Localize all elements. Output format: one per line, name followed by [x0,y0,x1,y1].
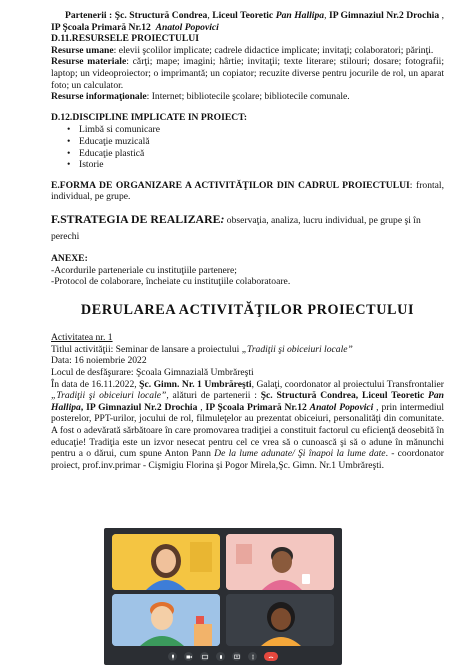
microphone-icon[interactable] [168,652,177,661]
activity-body-run: „Tradiţii şi obiceiuri locale” [51,390,167,402]
human-text: : elevii şcolilor implicate; cadrele didactice implicate; invitaţi; colaboratori; părinţi. [113,44,434,56]
activity-body-run: , Galaţi, coordonator al proiectului Transfrontalier [251,378,445,390]
activity-body-run: Şc. Structură Condrea, Liceul Teoretic [260,390,428,402]
activity-location: Locul de desfăşurare: Şcoala Gimnazială Umbrăreşti [51,367,254,379]
partners-label: Partenerii : [65,10,115,21]
activity-number: Activitatea nr. 1 [51,332,113,344]
info-resources [51,91,444,103]
organization-text: : frontal, individual, pe grupe. [51,179,444,203]
activity-body-run: De la lume adunate/ Şi înapoi la lume date [214,448,386,460]
participant-man-avatar [226,534,334,590]
annexes-heading: ANEXE: [51,252,88,264]
separator: , [324,10,329,21]
activity-body-run: Şc. Gimn. Nr. 1 Umbrăreşti [139,378,252,390]
activity-title-name: „Tradiţii şi obiceiuri locale” [241,343,353,355]
partner-2-name: Pan Hallipa [275,10,325,21]
participant-woman-avatar [112,534,220,590]
activity-body-run: În data de 16.11.2022, [51,378,140,390]
participant-boy-avatar [112,594,220,646]
end-call-icon[interactable] [264,652,278,661]
resources-heading: D.11.RESURSELE PROIECTULUI [51,33,199,45]
activity-body-run: IP Şcoala Primară Nr.12 [205,401,310,413]
strategy-heading: F.STRATEGIA DE REALIZARE [51,211,221,226]
annex-item: -Protocol de colaborare, încheiate cu instituţiile colaboratoare. [51,276,291,288]
organization-paragraph [51,180,444,203]
activity-body [51,379,444,472]
present-icon[interactable] [232,652,241,661]
annex-item: -Acordurile parteneriale cu instituţiile partenere; [51,264,237,276]
partner-4-name: Anatol Popovici [155,21,219,33]
activity-body-run: , [197,401,206,413]
partners-paragraph [51,10,444,33]
call-toolbar [104,648,342,665]
material-text: : cărţi; mape; imagini; hârtie; invitaţii; texte literare; stilouri; dosare; fotografii; laptop; un videoproiector; o imprimantă; un copiator; recuzite diverse pentru jocurile de rol, un aparat foto; un calculator. [51,56,444,91]
participant-woman-2-avatar [226,594,334,646]
strategy-colon: : [220,211,225,226]
captions-icon[interactable] [200,652,209,661]
disciplines-list [51,124,444,170]
activity-body-run: , IP Gimnaziul Nr.2 Drochia [80,401,198,413]
human-resources [51,45,444,57]
separator: , [439,10,445,21]
list-item: • Educaţie plastică [67,148,444,160]
material-label: Resurse materiale [51,56,127,68]
participant-tile [226,534,334,590]
hand-icon[interactable] [216,652,225,661]
separator: , [207,10,213,21]
more-icon[interactable] [248,652,257,661]
human-label: Resurse umane [51,44,114,56]
list-item: • Educaţie muzicală [67,136,444,148]
list-item: • Istorie [67,159,444,171]
activity-body-run: Pan Hallipa [51,390,444,413]
section-title: DERULAREA ACTIVITĂŢILOR PROIECTULUI [80,301,415,318]
partner-1: Şc. Structură Condrea [114,10,208,21]
material-resources [51,56,444,91]
partner-4: IP Şcoala Primară Nr.12 [51,21,151,33]
activity-title-prefix: Titlul activităţii: Seminar de lansare a proiectului [51,343,242,355]
info-label: Resurse informaţionale [51,91,147,103]
activity-body-run: . - coordonator proiect, prof.inv.primar - Cişmigiu Florina şi Pogor Mirela,Şc. Gimn. Nr.1 Umbrăreşti. [51,448,445,471]
video-call-illustration [104,528,342,665]
disciplines-heading: D.12.DISCIPLINE IMPLICATE IN PROIECT: [51,111,248,123]
participant-tile [112,534,220,590]
organization-heading: E.FORMA DE ORGANIZARE A ACTIVITĂŢILOR DIN CADRUL PROIECTULUI [51,179,410,191]
partner-2: Liceul Teoretic [212,10,276,21]
activity-body-run: Anatol Popovici [309,401,374,413]
strategy-text: observaţia, analiza, lucru individual, pe grupe şi în perechi [51,214,421,242]
partner-3: IP Gimnaziul Nr.2 Drochia [328,10,440,21]
participant-tile [226,594,334,646]
activity-body-run: , prin intermediul posterelor, PPT-urilor, jocului de rol, filmuleţelor au prezentat obiceiuri, personalităţi din comunitate. A fost o adevărată sărbătoare în care promovarea tradiţiei a constituit factorul cu eficienţă deosebită în educaţie! Tradiţia este un izvor nesecat pentru cel ce vrea să o cunoască şi să o adune în mănunchi pentru a o dărui, cum spune Anton Pann [51,401,445,460]
activity-date: Data: 16 noiembrie 2022 [51,355,147,367]
activity-title [51,344,444,356]
activity-body-run: , alături de partenerii : [166,390,261,402]
list-item: • Limbă si comunicare [67,124,444,136]
strategy-paragraph [51,212,444,244]
camera-icon[interactable] [184,652,193,661]
participant-tile [112,594,220,646]
info-text: : Internet; bibliotecile şcolare; bibliotecile comunale. [146,91,350,103]
